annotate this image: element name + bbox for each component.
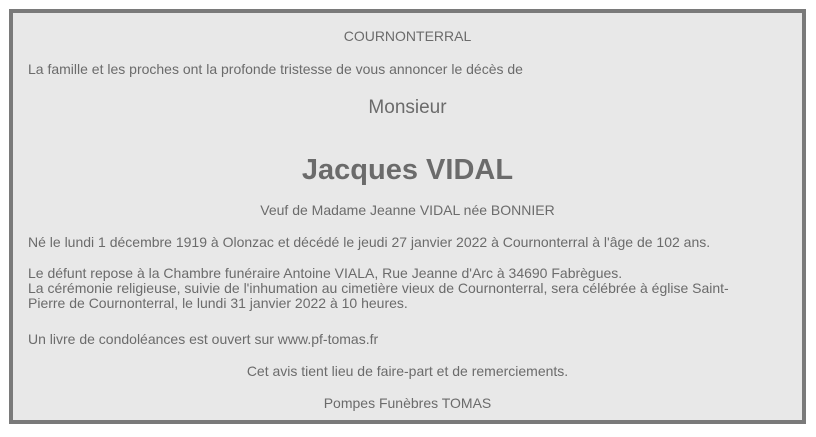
intro-text: La famille et les proches ont la profonde tristesse de vous annoncer le décès de [28,61,523,77]
birth-death-info: Né le lundi 1 décembre 1919 à Olonzac et décédé le jeudi 27 janvier 2022 à Cournonterral à l'âge de 102 ans. [28,234,711,250]
ceremony-line: La cérémonie religieuse, suivie de l'inhumation au cimetière vieux de Cournonterral, sera célébrée à église Saint- [28,280,729,296]
ceremony-line: Le défunt repose à la Chambre funéraire Antoine VIALA, Rue Jeanne d'Arc à 34690 Fabrègues. [28,265,623,281]
condolences-text: Un livre de condoléances est ouvert sur www.pf-tomas.fr [28,331,379,347]
funeral-home: Pompes Funèbres TOMAS [323,395,492,411]
ceremony-info [28,266,768,311]
obituary-notice [9,9,806,424]
deceased-name: Jacques VIDAL [301,154,514,186]
spouse-info: Veuf de Madame Jeanne VIDAL née BONNIER [260,202,555,218]
ceremony-line: Pierre de Cournonterral, le lundi 31 janvier 2022 à 10 heures. [28,295,408,311]
honorific-title: Monsieur [368,97,447,118]
notice-note: Cet avis tient lieu de faire-part et de remerciements. [246,363,569,379]
city-heading: COURNONTERRAL [343,28,472,44]
